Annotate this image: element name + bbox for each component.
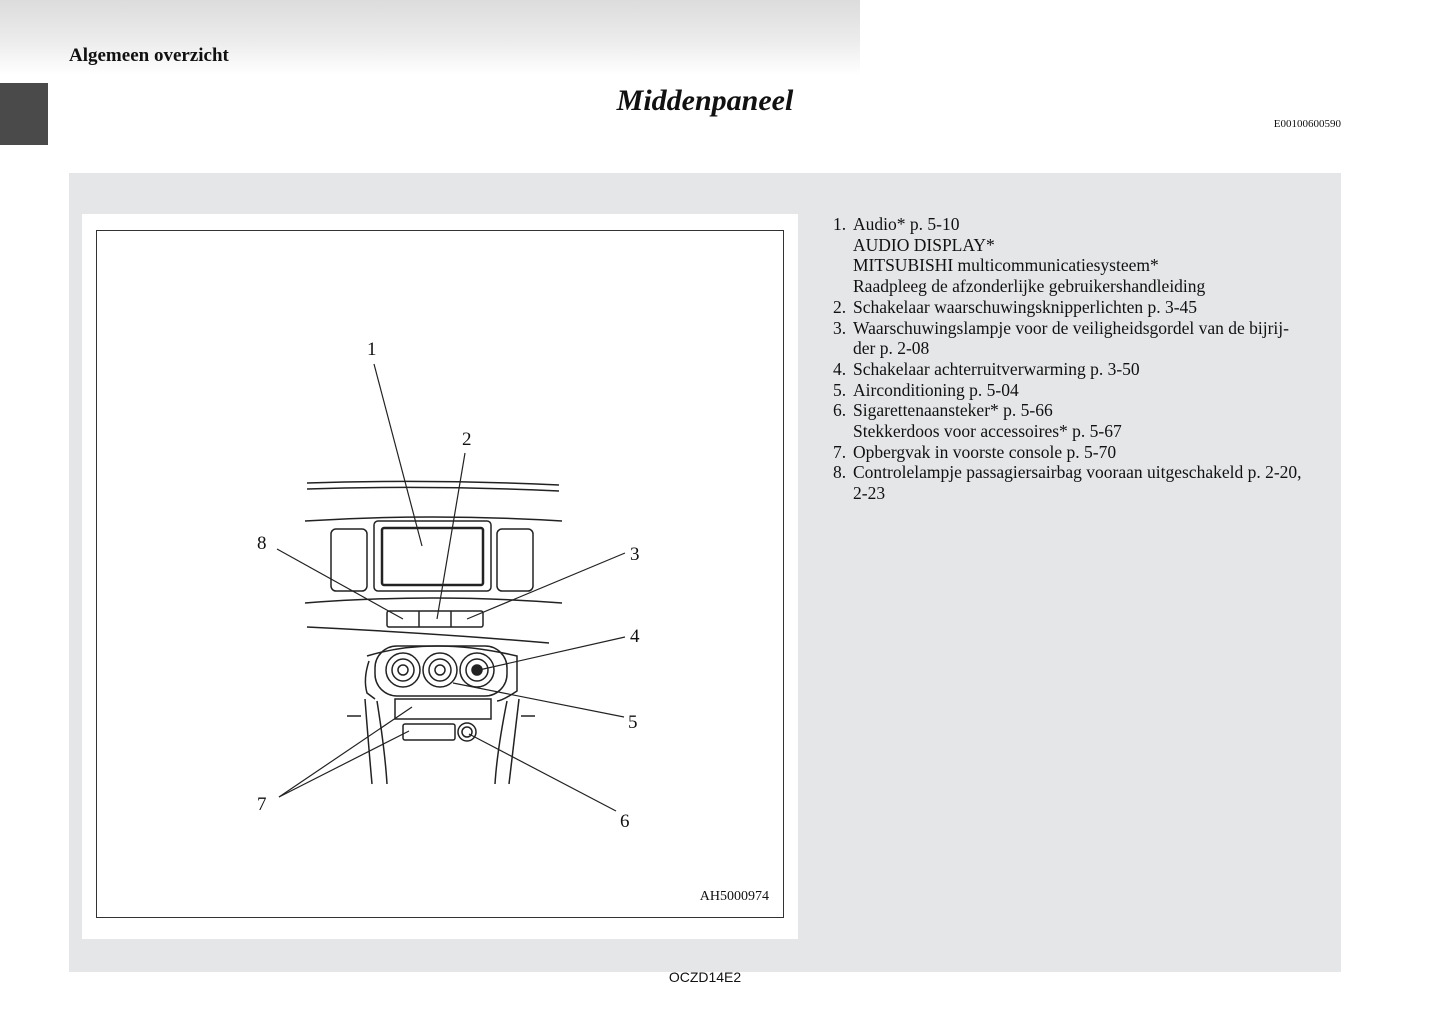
legend-number: 6. bbox=[833, 400, 847, 421]
legend-number: 3. bbox=[833, 317, 847, 338]
legend-number: 8. bbox=[833, 462, 847, 483]
legend-item bbox=[833, 380, 1333, 401]
legend-text: Audio* p. 5-10 AUDIO DISPLAY* MITSUBISHI multicommunicatiesysteem* Raadpleeg de afzonderlijke gebruikershandleiding bbox=[853, 214, 1206, 297]
legend-number: 4. bbox=[833, 358, 847, 379]
figure-code: AH5000974 bbox=[699, 889, 769, 904]
document-code: E00100600590 bbox=[1273, 118, 1341, 130]
callout-5: 5 bbox=[628, 712, 638, 733]
legend-text: Airconditioning p. 5-04 bbox=[853, 379, 1019, 400]
page-title: Middenpaneel bbox=[616, 84, 794, 117]
legend-number: 7. bbox=[833, 441, 847, 462]
legend-number: 2. bbox=[833, 296, 847, 317]
callout-8: 8 bbox=[257, 533, 267, 554]
figure-container bbox=[82, 214, 798, 939]
legend-text: Schakelaar waarschuwingsknipperlichten p. 3-45 bbox=[853, 296, 1198, 317]
legend-text: Waarschuwingslampje voor de veiligheidsgordel van de bijrij- der p. 2-08 bbox=[853, 317, 1289, 359]
legend-item bbox=[833, 318, 1333, 359]
callout-7: 7 bbox=[257, 794, 267, 815]
legend-item bbox=[833, 359, 1333, 380]
legend-text: Opbergvak in voorste console p. 5-70 bbox=[853, 441, 1117, 462]
legend-item bbox=[833, 442, 1333, 463]
legend-item bbox=[833, 297, 1333, 318]
content-panel bbox=[69, 173, 1341, 972]
callout-4: 4 bbox=[630, 626, 640, 647]
legend-item bbox=[833, 400, 1333, 441]
legend-item bbox=[833, 462, 1333, 503]
legend-item bbox=[833, 214, 1333, 297]
center-panel-illustration bbox=[97, 231, 783, 917]
figure-frame bbox=[96, 230, 784, 918]
callout-2: 2 bbox=[462, 429, 472, 450]
legend-list bbox=[833, 214, 1333, 504]
footer-code: OCZD14E2 bbox=[668, 969, 742, 985]
legend-text: Sigarettenaansteker* p. 5-66 Stekkerdoos voor accessoires* p. 5-67 bbox=[853, 400, 1122, 442]
legend-text: Controlelampje passagiersairbag vooraan uitgeschakeld p. 2-20, 2-23 bbox=[853, 462, 1302, 504]
callout-1: 1 bbox=[367, 339, 377, 360]
legend-number: 5. bbox=[833, 379, 847, 400]
legend-text: Schakelaar achterruitverwarming p. 3-50 bbox=[853, 358, 1140, 379]
legend-number: 1. bbox=[833, 214, 847, 234]
chapter-tab bbox=[0, 83, 48, 145]
callout-3: 3 bbox=[630, 544, 640, 565]
callout-6: 6 bbox=[620, 811, 630, 832]
section-title: Algemeen overzicht bbox=[69, 45, 229, 66]
